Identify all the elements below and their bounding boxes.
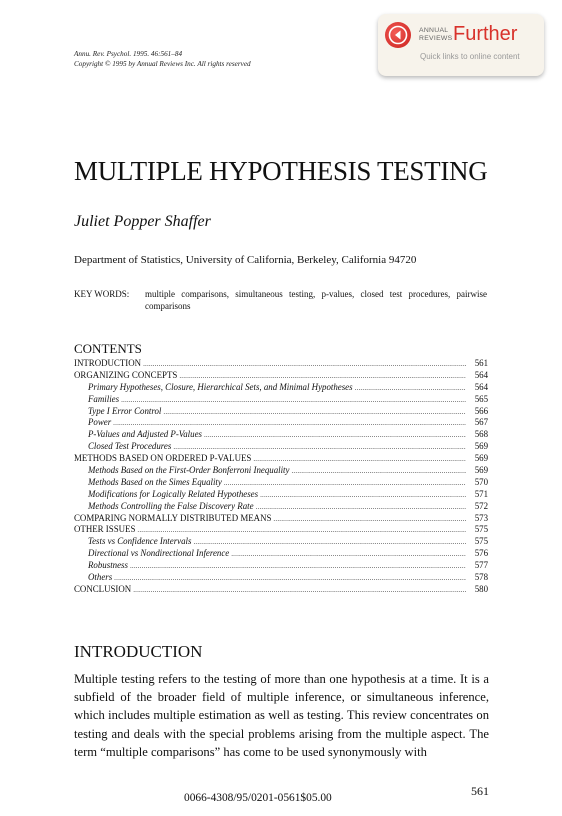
toc-dot-leader — [141, 359, 466, 371]
toc-entry-label: Type I Error Control — [88, 405, 162, 416]
toc-entry-label: Robustness — [88, 560, 128, 571]
toc-entry-label: Primary Hypotheses, Closure, Hierarchical Sets, and Minimal Hypotheses — [88, 381, 353, 392]
toc-entry-label: Methods Based on the Simes Equality — [88, 476, 222, 487]
toc-entry-page: 575 — [474, 536, 488, 547]
citation — [74, 49, 251, 69]
toc-entry-label: Closed Test Procedures — [88, 441, 172, 452]
toc-entry-page: 565 — [474, 393, 488, 404]
toc-entry-page: 569 — [474, 465, 488, 476]
toc-entry[interactable] — [74, 406, 488, 418]
toc-entry-label: METHODS BASED ON ORDERED P-VALUES — [74, 453, 252, 464]
toc-entry-page: 567 — [474, 417, 488, 428]
toc-entry-label: ORGANIZING CONCEPTS — [74, 369, 178, 380]
toc-dot-leader — [258, 490, 466, 502]
toc-entry-label: Modifications for Logically Related Hypotheses — [88, 488, 259, 499]
toc-entry[interactable] — [74, 584, 488, 596]
toc-entry-label: OTHER ISSUES — [74, 524, 136, 535]
toc-entry[interactable] — [74, 477, 488, 489]
keywords-label: KEY WORDS: — [74, 289, 130, 299]
toc-entry[interactable] — [74, 489, 488, 501]
toc-entry-page: 572 — [474, 500, 488, 511]
annual-reviews-further-badge[interactable] — [378, 14, 544, 76]
toc-entry[interactable] — [74, 465, 488, 477]
toc-entry[interactable] — [74, 524, 488, 536]
toc-entry-label: Directional vs Nondirectional Inference — [88, 548, 230, 559]
toc-entry-page: 573 — [474, 512, 488, 523]
toc-entry-label: Tests vs Confidence Intervals — [88, 536, 192, 547]
badge-tagline: Quick links to online content — [420, 52, 520, 61]
toc-dot-leader — [119, 395, 466, 407]
toc-dot-leader — [131, 585, 466, 597]
toc-entry[interactable] — [74, 417, 488, 429]
toc-entry-label: Methods Controlling the False Discovery Rate — [88, 500, 254, 511]
toc-dot-leader — [222, 478, 466, 490]
toc-entry-page: 577 — [474, 560, 488, 571]
toc-dot-leader — [191, 537, 466, 549]
toc-dot-leader — [271, 514, 466, 526]
toc-entry-label: COMPARING NORMALLY DISTRIBUTED MEANS — [74, 512, 272, 523]
toc-dot-leader — [128, 561, 466, 573]
article-title: MULTIPLE HYPOTHESIS TESTING — [74, 156, 488, 186]
toc-entry-page: 564 — [474, 381, 488, 392]
toc-entry-page: 569 — [474, 441, 488, 452]
toc-entry-label: Families — [88, 393, 120, 404]
badge-annual: ANNUAL — [419, 27, 449, 34]
section-heading: INTRODUCTION — [74, 642, 203, 661]
toc-entry-page: 576 — [474, 548, 488, 559]
toc-entry-page: 569 — [474, 453, 488, 464]
badge-reviews: REVIEWS — [419, 34, 453, 42]
toc-dot-leader — [353, 383, 466, 395]
toc-entry[interactable] — [74, 536, 488, 548]
toc-dot-leader — [289, 466, 466, 478]
toc-entry[interactable] — [74, 513, 488, 525]
citation-copyright: Copyright © 1995 by Annual Reviews Inc. All rights reserved — [74, 60, 251, 68]
toc-dot-leader — [112, 573, 466, 585]
badge-further-label: Further — [453, 23, 518, 45]
toc-dot-leader — [202, 430, 466, 442]
toc-entry-page: 570 — [474, 476, 488, 487]
toc-entry[interactable] — [74, 358, 488, 370]
toc-dot-leader — [254, 502, 466, 514]
citation-journal: Annu. Rev. Psychol. 1995. 46:561–84 — [74, 50, 183, 58]
toc-entry-page: 580 — [474, 583, 488, 594]
keywords-text: multiple comparisons, simultaneous testing, p-values, closed test procedures, pairwise comparisons — [145, 289, 487, 311]
toc-dot-leader — [229, 549, 466, 561]
toc-entry[interactable] — [74, 382, 488, 394]
page-number: 561 — [471, 784, 489, 798]
toc-entry-page: 571 — [474, 488, 488, 499]
toc-entry[interactable] — [74, 453, 488, 465]
toc-entry-page: 564 — [474, 369, 488, 380]
toc-entry-label: Power — [88, 417, 112, 428]
toc-entry[interactable] — [74, 441, 488, 453]
toc-entry[interactable] — [74, 501, 488, 513]
toc-entry-page: 575 — [474, 524, 488, 535]
toc-entry-label: P-Values and Adjusted P-Values — [88, 429, 202, 440]
toc-entry[interactable] — [74, 394, 488, 406]
play-arrow-icon — [385, 22, 411, 48]
toc-entry[interactable] — [74, 548, 488, 560]
toc-entry-page: 561 — [474, 358, 488, 368]
badge-annual-reviews — [419, 27, 452, 42]
contents-heading: CONTENTS — [74, 341, 142, 356]
toc-entry[interactable] — [74, 560, 488, 572]
toc-entry[interactable] — [74, 429, 488, 441]
toc-entry[interactable] — [74, 572, 488, 584]
toc-entry[interactable] — [74, 370, 488, 382]
toc-entry-page: 568 — [474, 429, 488, 440]
toc-entry-label: CONCLUSION — [74, 583, 132, 594]
toc-dot-leader — [161, 407, 466, 419]
author-name: Juliet Popper Shaffer — [74, 213, 211, 230]
intro-paragraph: Multiple testing refers to the testing of more than one hypothesis at a time. It is a subfield of the broader field of multiple inference, or simultaneous inference, which includes multiple estimation as well as testing. This review concentrates on testing and deals with the special problems arising from the multiple aspect. The term “multiple comparisons” has come to be used synonymously with — [74, 672, 489, 759]
toc-entry-label: Others — [88, 572, 113, 583]
toc-entry-label: Methods Based on the First-Order Bonferroni Inequality — [88, 465, 290, 476]
toc-entry-label: INTRODUCTION — [74, 358, 142, 368]
table-of-contents — [74, 358, 488, 596]
toc-entry-page: 578 — [474, 572, 488, 583]
author-affiliation: Department of Statistics, University of California, Berkeley, California 94720 — [74, 254, 417, 266]
isbn-code: 0066-4308/95/0201-0561$05.00 — [184, 792, 332, 804]
toc-entry-page: 566 — [474, 405, 488, 416]
